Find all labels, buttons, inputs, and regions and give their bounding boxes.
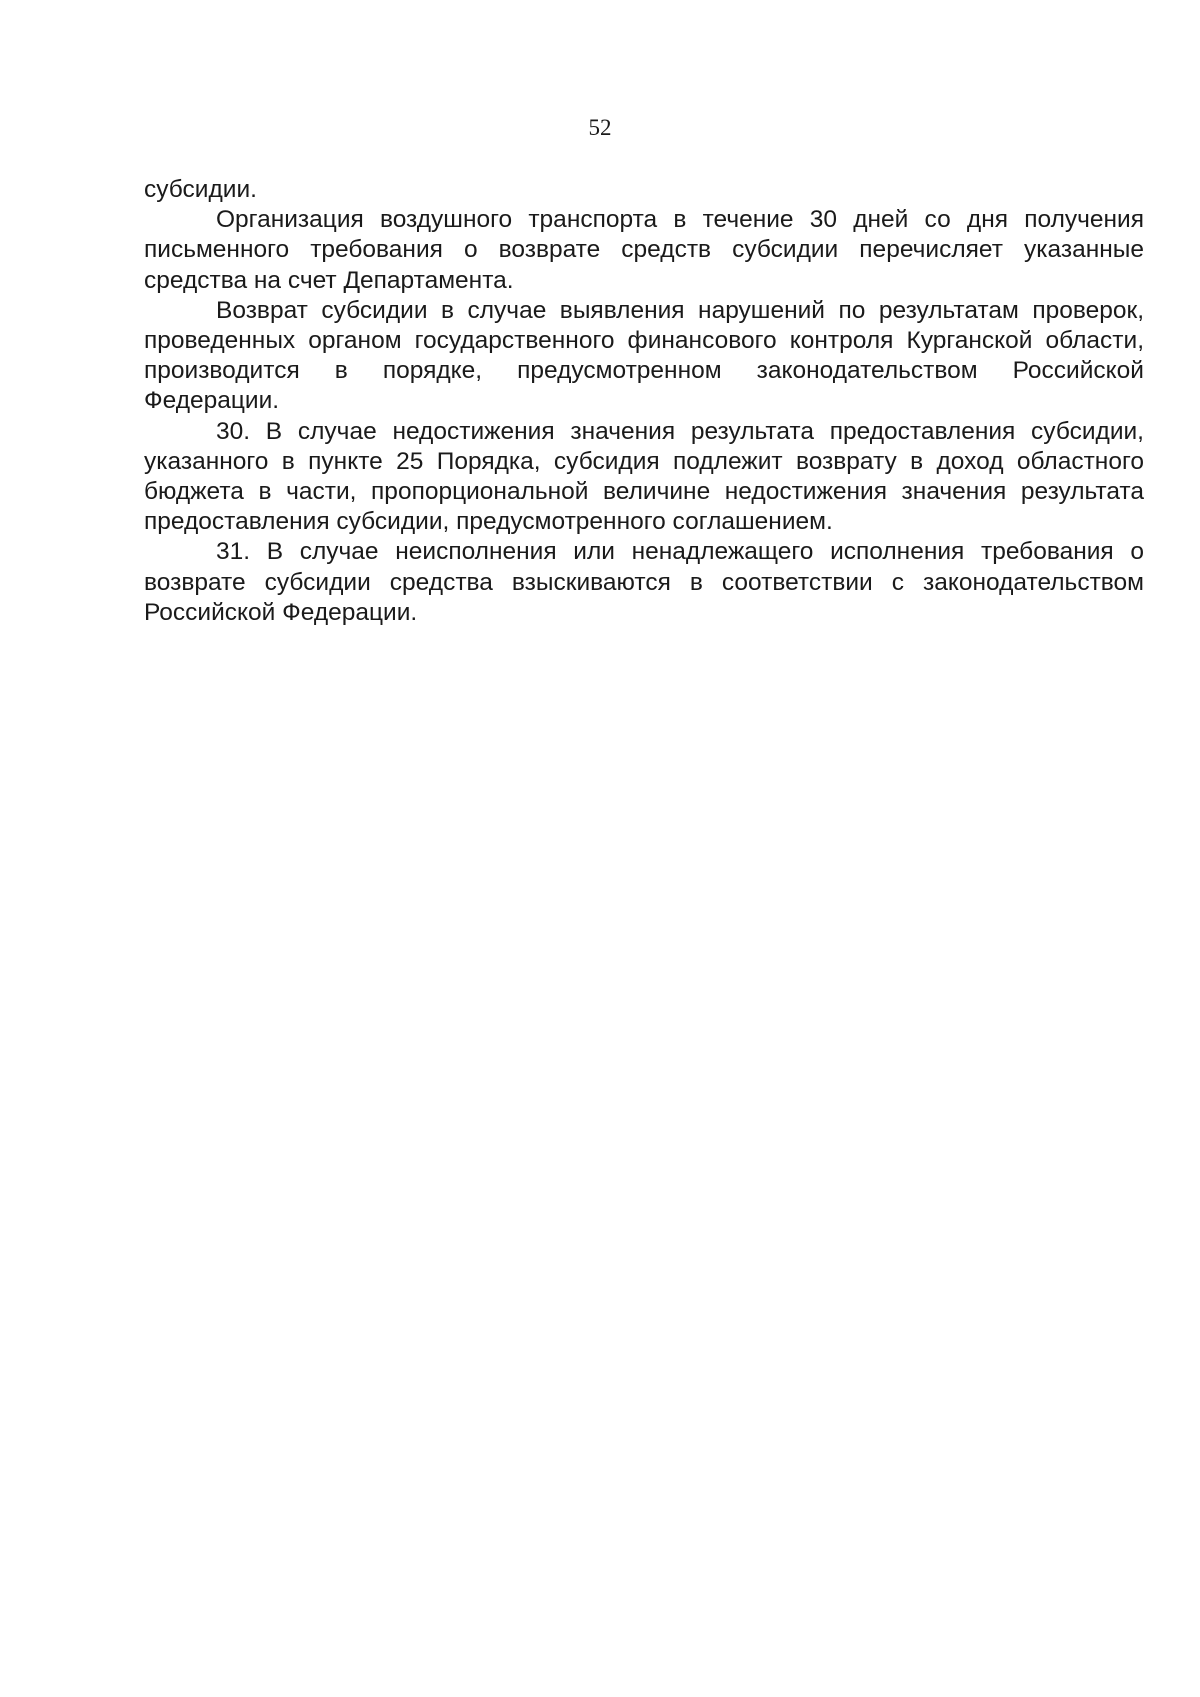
paragraph-clause-30: 30. В случае недостижения значения результата предоставления субсидии, указанного в пункте 25 Порядка, субсидия подлежит возврату в доход областного бюджета в части, пропорциональной величине недостижения значения результата предоставления субсидии, предусмотренного соглашением.: [144, 417, 1144, 536]
page-number: 52: [588, 115, 612, 140]
document-body: [144, 175, 1144, 628]
paragraph-continuation: субсидии.: [144, 176, 257, 203]
paragraph-refund-deadline: Организация воздушного транспорта в течение 30 дней со дня получения письменного требования о возврате средств субсидии перечисляет указанные средства на счет Департамента.: [144, 206, 1144, 294]
paragraph-clause-31: 31. В случае неисполнения или ненадлежащего исполнения требования о возврате субсидии средства взыскиваются в соответствии с законодательством Российской Федерации.: [144, 538, 1144, 626]
paragraph-refund-violations: Возврат субсидии в случае выявления нарушений по результатам проверок, проведенных органом государственного финансового контроля Курганской области, производится в порядке, предусмотренном законодательством Российской Федерации.: [144, 296, 1144, 415]
